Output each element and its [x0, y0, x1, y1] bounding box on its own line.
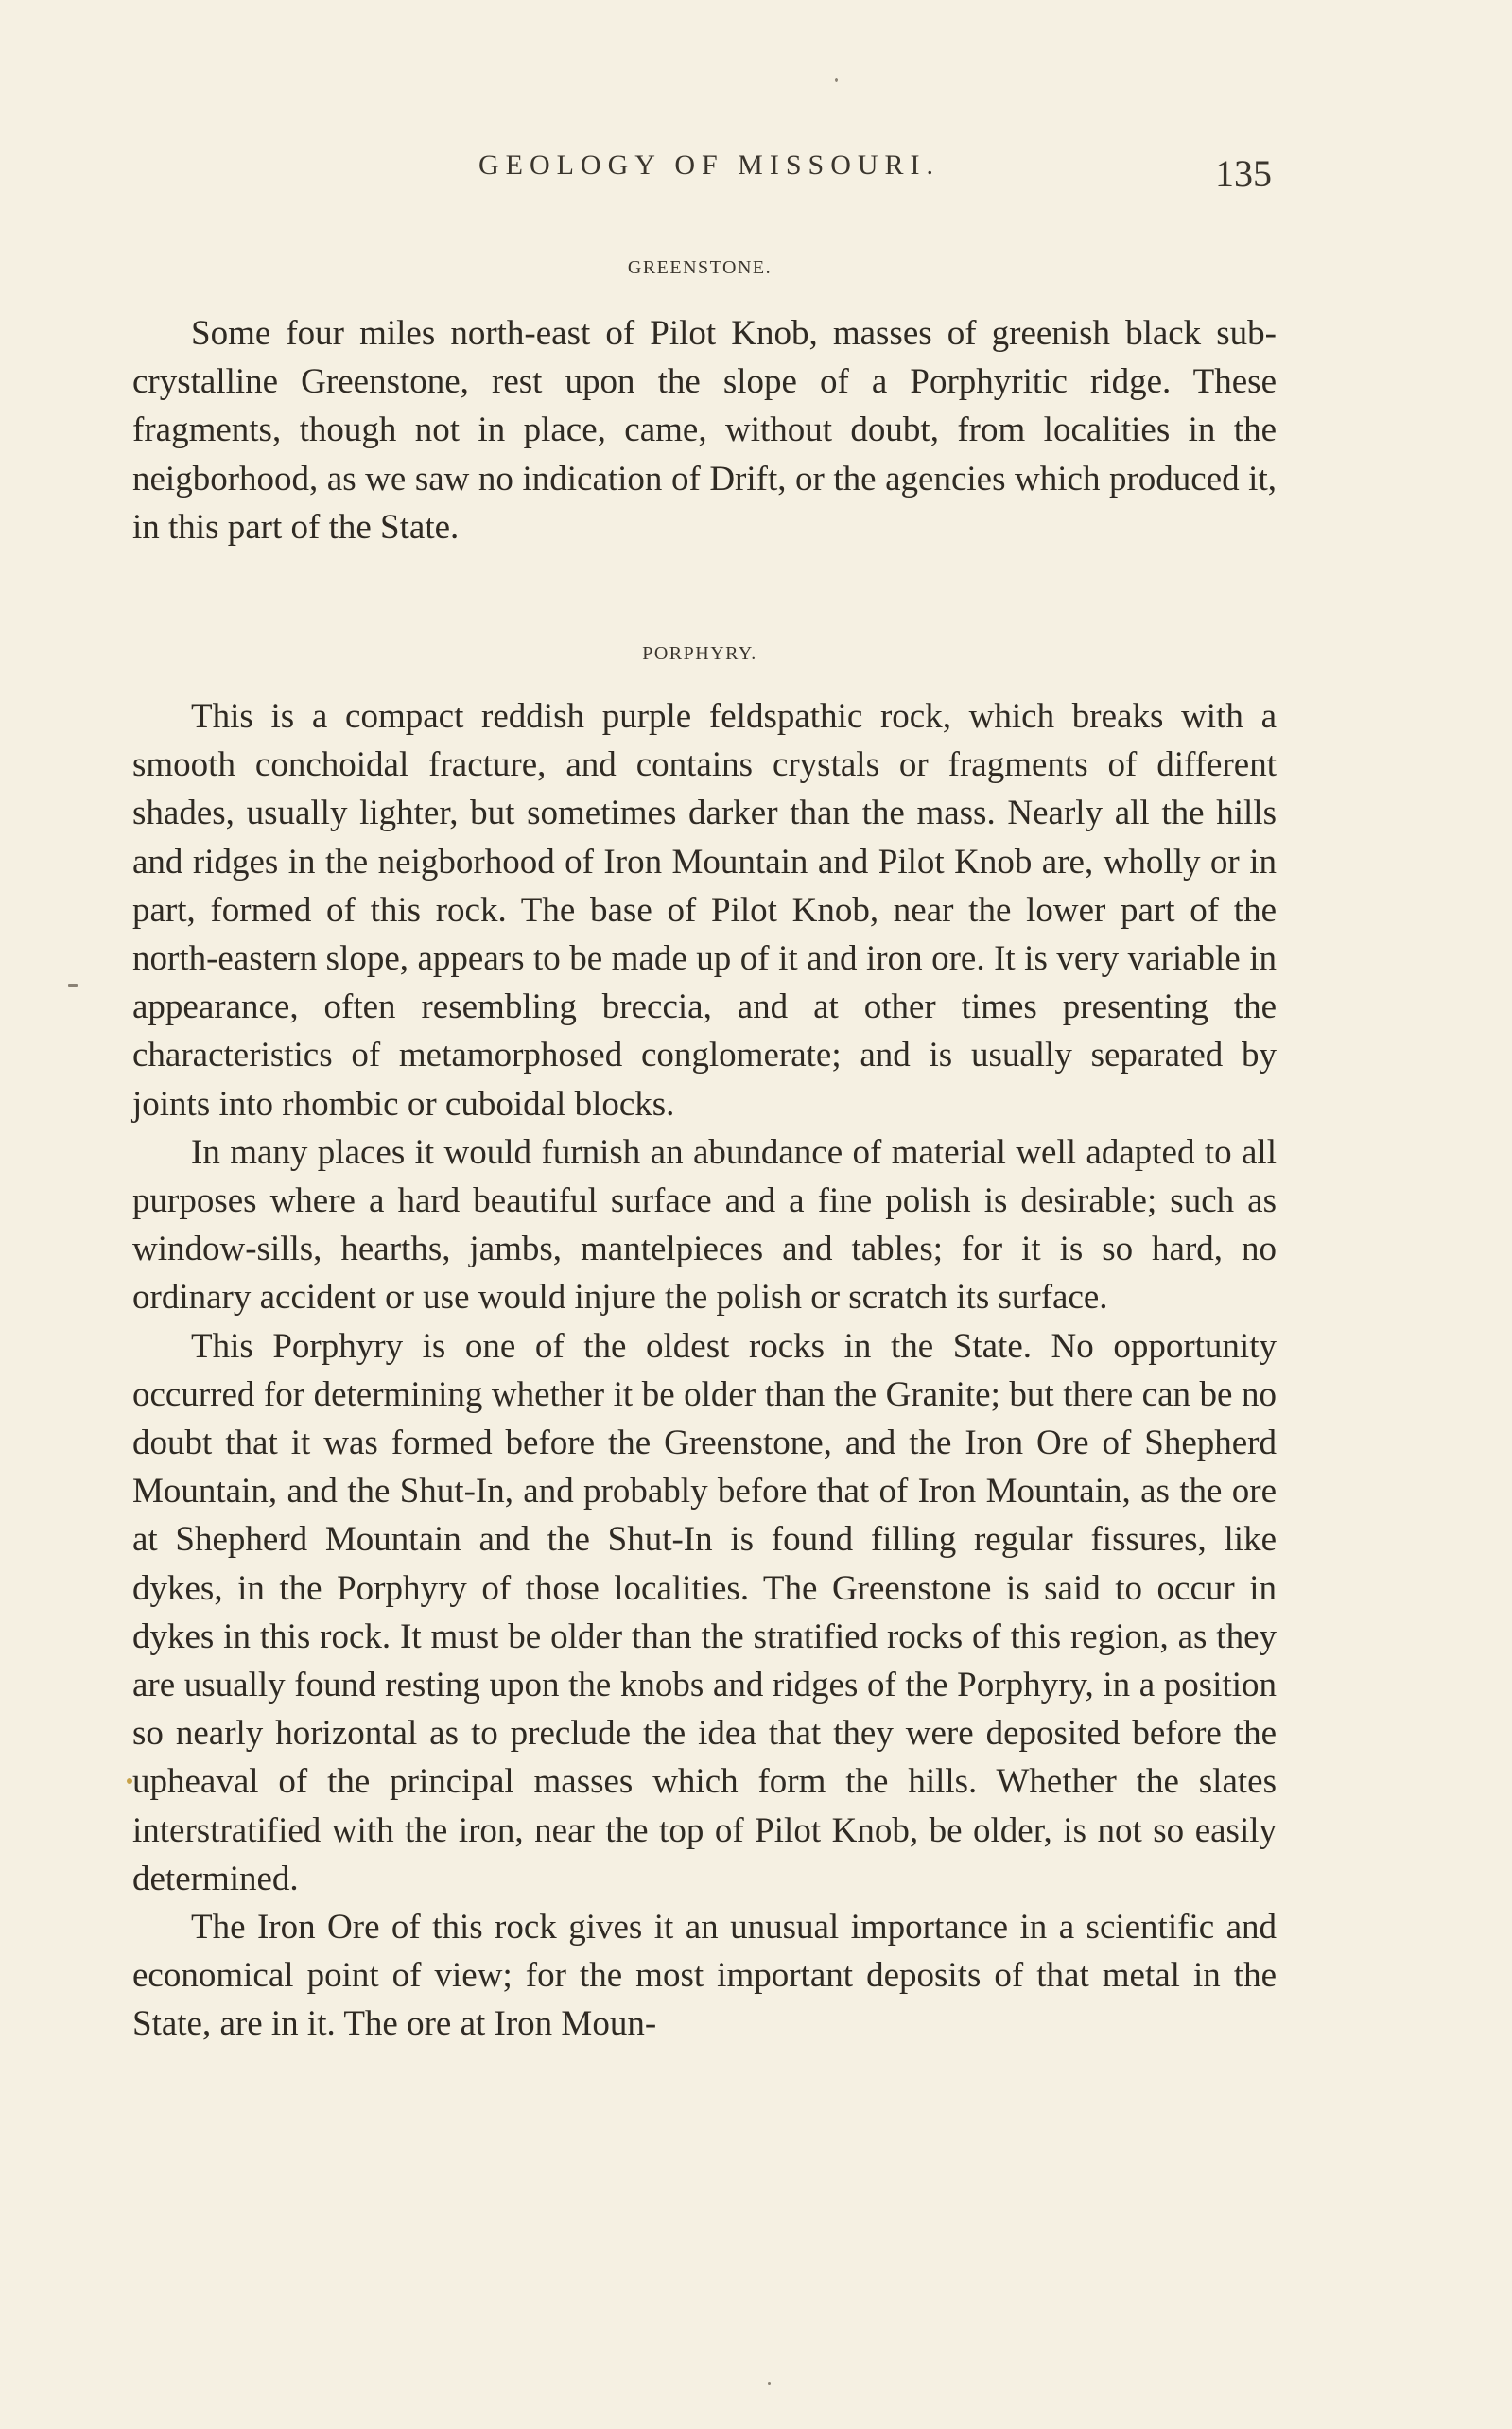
- section-heading-greenstone: GREENSTONE.: [627, 257, 773, 278]
- paragraph: Some four miles north-east of Pilot Knob, masses of greenish black sub-crystalline Greenstone, rest upon the slope of a Porphyritic ridge. These fragments, though not in place, came, without doubt, from localities in the neigborhood, as we saw no indication of Drift, or the agencies which produced it, in this part of the State.: [132, 314, 1277, 547]
- paper-speck: [68, 984, 78, 987]
- porphyry-text: [132, 692, 1277, 2049]
- paper-speck: [835, 78, 838, 82]
- paper-speck: [768, 2382, 771, 2385]
- running-title: GEOLOGY OF MISSOURI.: [478, 149, 941, 181]
- paragraph: In many places it would furnish an abundance of material well adapted to all purposes where a hard beautiful surface and a fine polish is desirable; such as window-sills, hearths, jambs, mantelpieces and tables; for it is so hard, no ordinary accident or use would injure the polish or scratch its surface.: [132, 1132, 1277, 1318]
- paragraph: This Porphyry is one of the oldest rocks in the State. No opportunity occurred for determining whether it be older than the Granite; but there can be no doubt that it was formed before the Greenstone, and the Iron Ore of Shepherd Mountain, and the Shut-In, and probably before that of Iron Mountain, as the ore at Shepherd Mountain and the Shut-In is found filling regular fissures, like dykes, in the Porphyry of those localities. The Greenstone is said to occur in dykes in this rock. It must be older than the stratified rocks of this region, as they are usually found resting upon the knobs and ridges of the Porphyry, in a position so nearly horizontal as to preclude the idea that they were deposited before the upheaval of the principal masses which form the hills. Whether the slates interstratified with the iron, near the top of Pilot Knob, be older, is not so easily determined.: [132, 1326, 1277, 1898]
- paragraph: The Iron Ore of this rock gives it an unusual importance in a scientific and economical point of view; for the most important deposits of that metal in the State, are in it. The ore at Iron Moun-: [132, 1908, 1277, 2044]
- paragraph: This is a compact reddish purple feldspathic rock, which breaks with a smooth conchoidal fracture, and contains crystals or fragments of different shades, usually lighter, but sometimes darker than the mass. Nearly all the hills and ridges in the neigborhood of Iron Mountain and Pilot Knob are, wholly or in part, formed of this rock. The base of Pilot Knob, near the lower part of the north-eastern slope, appears to be made up of it and iron ore. It is very variable in appearance, often resembling breccia, and at other times presenting the characteristics of metamorphosed conglomerate; and is usually separated by joints into rhombic or cuboidal blocks.: [132, 697, 1277, 1124]
- greenstone-text: [132, 309, 1277, 551]
- section-heading-porphyry: PORPHYRY.: [642, 643, 757, 664]
- paper-speck: [127, 1778, 132, 1784]
- page-number: 135: [1215, 152, 1272, 195]
